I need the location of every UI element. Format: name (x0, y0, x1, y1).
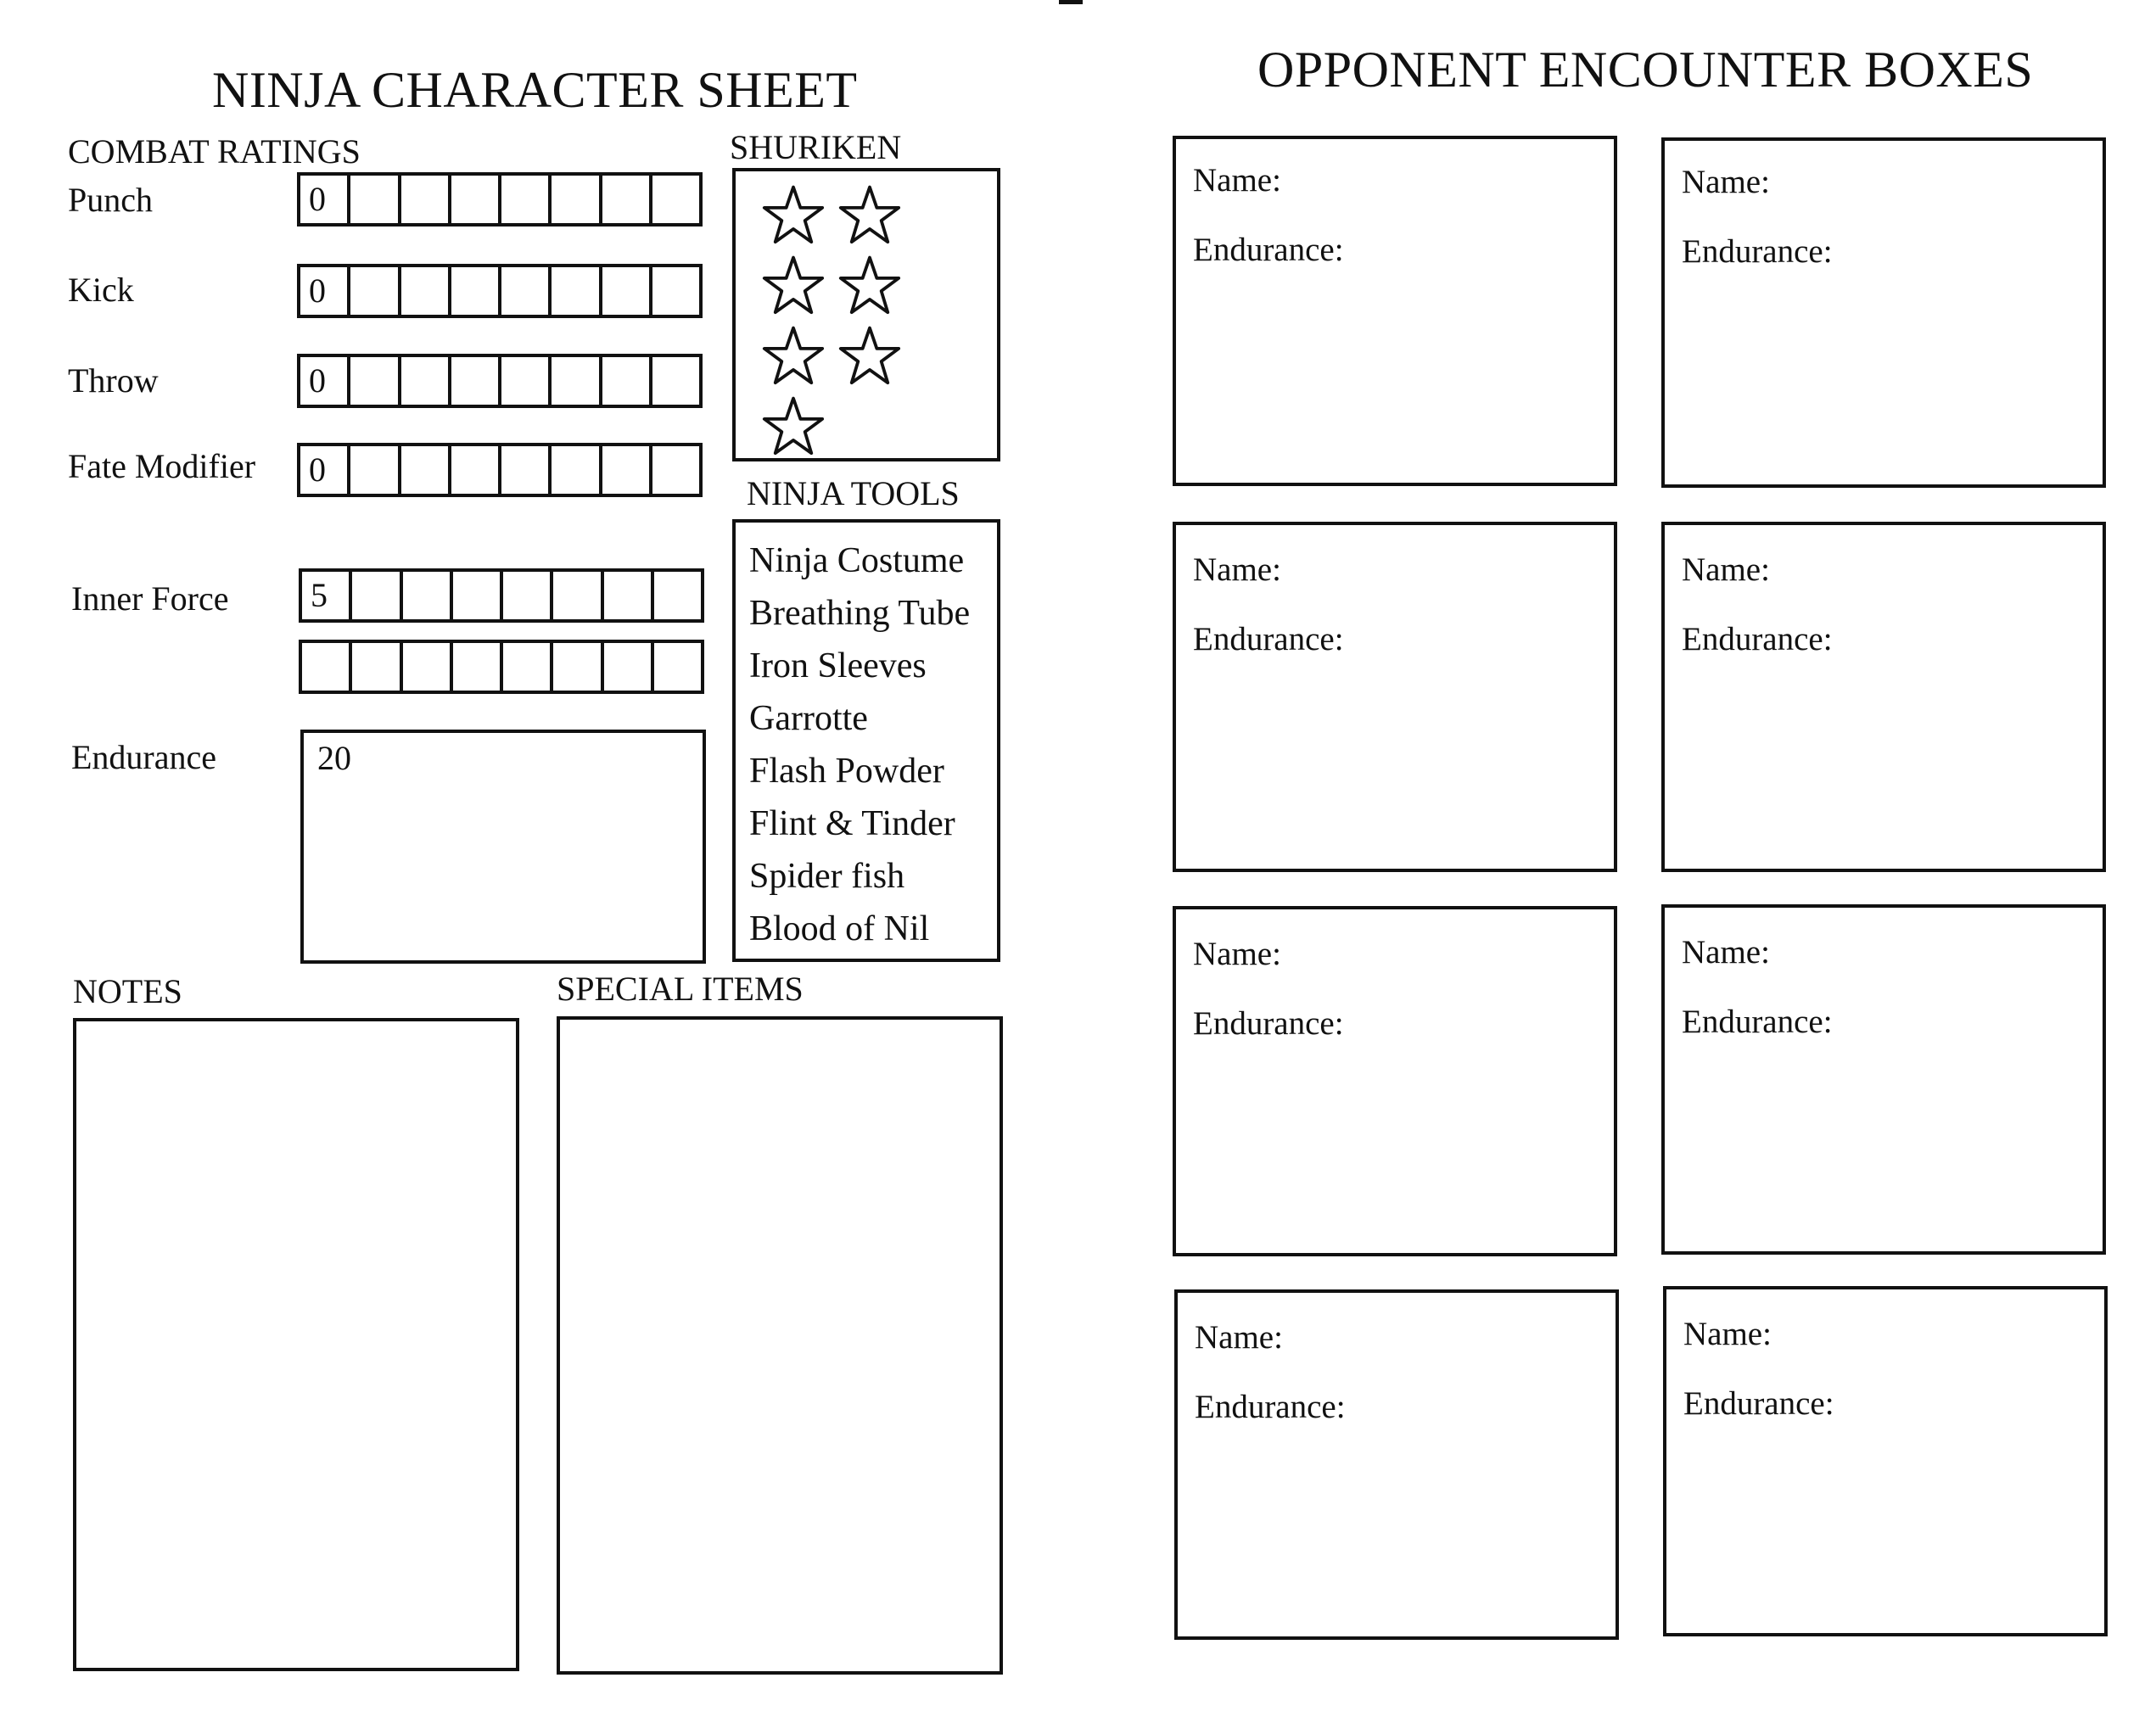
opponent-name-label: Name: (1682, 551, 1770, 588)
tool-item[interactable]: Spider fish (749, 857, 905, 896)
star-icon[interactable] (837, 183, 902, 248)
opponent-endurance-label: Endurance: (1683, 1385, 1834, 1422)
fate-modifier-track[interactable] (297, 443, 703, 497)
fate-cell[interactable] (401, 446, 451, 494)
inner-force-label: Inner Force (71, 579, 229, 618)
shuriken-box (732, 168, 1000, 461)
ninja-tools-box (732, 519, 1000, 962)
punch-cell[interactable] (401, 176, 451, 223)
inner-force-cell[interactable] (352, 572, 402, 619)
punch-value[interactable]: 0 (300, 176, 350, 223)
kick-rating-track[interactable] (297, 264, 703, 318)
fate-cell[interactable] (652, 446, 699, 494)
kick-label: Kick (68, 271, 134, 309)
opponent-name-label: Name: (1193, 936, 1281, 972)
throw-cell[interactable] (401, 357, 451, 405)
inner-force-cell[interactable] (654, 643, 701, 691)
inner-force-cell[interactable] (654, 572, 701, 619)
punch-cell[interactable] (350, 176, 400, 223)
opponent-name-label: Name: (1682, 934, 1770, 970)
opponent-name-label: Name: (1193, 551, 1281, 588)
inner-force-cell[interactable] (553, 643, 603, 691)
opponent-box-3[interactable] (1173, 522, 1617, 872)
opponent-endurance-label: Endurance: (1682, 233, 1833, 270)
inner-force-cell[interactable] (352, 643, 402, 691)
special-items-heading: SPECIAL ITEMS (557, 970, 804, 1008)
tool-item[interactable]: Flash Powder (749, 752, 944, 791)
opponent-box-8[interactable] (1663, 1286, 2108, 1636)
fate-modifier-value[interactable]: 0 (300, 446, 350, 494)
throw-cell[interactable] (501, 357, 552, 405)
inner-force-cell[interactable] (553, 572, 603, 619)
opponent-endurance-label: Endurance: (1193, 1005, 1344, 1042)
punch-cell[interactable] (501, 176, 552, 223)
fate-cell[interactable] (451, 446, 501, 494)
throw-cell[interactable] (552, 357, 602, 405)
fate-cell[interactable] (350, 446, 400, 494)
tool-item[interactable]: Ninja Costume (749, 541, 965, 580)
opponent-endurance-label: Endurance: (1195, 1389, 1346, 1425)
kick-value[interactable]: 0 (300, 267, 350, 315)
opponent-box-1[interactable] (1173, 136, 1617, 486)
inner-force-cell[interactable] (403, 572, 453, 619)
opponent-box-7[interactable] (1174, 1289, 1619, 1640)
opponent-name-label: Name: (1683, 1316, 1772, 1352)
kick-cell[interactable] (501, 267, 552, 315)
star-icon[interactable] (761, 254, 826, 318)
endurance-box[interactable] (300, 730, 706, 964)
tool-item[interactable]: Garrotte (749, 699, 868, 738)
star-icon[interactable] (837, 324, 902, 389)
throw-label: Throw (68, 361, 159, 400)
character-sheet-title: NINJA CHARACTER SHEET (212, 62, 858, 118)
kick-cell[interactable] (350, 267, 400, 315)
inner-force-cell[interactable] (453, 572, 503, 619)
throw-value[interactable]: 0 (300, 357, 350, 405)
tool-item[interactable]: Blood of Nil (749, 909, 930, 948)
tool-item[interactable]: Iron Sleeves (749, 646, 927, 685)
notes-box[interactable] (73, 1018, 519, 1671)
inner-force-value[interactable]: 5 (302, 572, 352, 619)
inner-force-cell[interactable] (503, 572, 553, 619)
punch-label: Punch (68, 181, 153, 219)
kick-cell[interactable] (552, 267, 602, 315)
inner-force-cell[interactable] (302, 643, 352, 691)
opponent-box-2[interactable] (1661, 137, 2106, 488)
fate-cell[interactable] (552, 446, 602, 494)
star-icon[interactable] (761, 394, 826, 459)
fate-modifier-label: Fate Modifier (68, 447, 256, 485)
inner-force-cell[interactable] (604, 643, 654, 691)
combat-ratings-heading: COMBAT RATINGS (68, 132, 361, 171)
opponent-boxes-title: OPPONENT ENCOUNTER BOXES (1257, 42, 2034, 98)
opponent-box-6[interactable] (1661, 904, 2106, 1255)
opponent-endurance-label: Endurance: (1193, 621, 1344, 657)
kick-cell[interactable] (602, 267, 652, 315)
inner-force-cell[interactable] (453, 643, 503, 691)
tool-item[interactable]: Breathing Tube (749, 594, 971, 633)
star-icon[interactable] (761, 324, 826, 389)
special-items-box[interactable] (557, 1016, 1003, 1675)
opponent-endurance-label: Endurance: (1682, 1004, 1833, 1040)
opponent-box-5[interactable] (1173, 906, 1617, 1256)
star-icon[interactable] (837, 254, 902, 318)
tool-item[interactable]: Flint & Tinder (749, 804, 955, 843)
endurance-value: 20 (317, 739, 351, 777)
throw-cell[interactable] (451, 357, 501, 405)
opponent-endurance-label: Endurance: (1193, 232, 1344, 268)
kick-cell[interactable] (451, 267, 501, 315)
punch-cell[interactable] (451, 176, 501, 223)
endurance-label: Endurance (71, 738, 217, 776)
page-top-mark (1059, 0, 1083, 4)
opponent-name-label: Name: (1682, 164, 1770, 200)
fate-cell[interactable] (602, 446, 652, 494)
inner-force-cell[interactable] (604, 572, 654, 619)
inner-force-cell[interactable] (403, 643, 453, 691)
throw-cell[interactable] (652, 357, 699, 405)
inner-force-cell[interactable] (503, 643, 553, 691)
opponent-name-label: Name: (1195, 1319, 1283, 1356)
inner-force-track[interactable] (299, 568, 704, 623)
punch-cell[interactable] (652, 176, 699, 223)
opponent-name-label: Name: (1193, 162, 1281, 199)
punch-cell[interactable] (602, 176, 652, 223)
shuriken-heading: SHURIKEN (730, 128, 902, 166)
throw-cell[interactable] (602, 357, 652, 405)
punch-cell[interactable] (552, 176, 602, 223)
opponent-endurance-label: Endurance: (1682, 621, 1833, 657)
kick-cell[interactable] (652, 267, 699, 315)
throw-cell[interactable] (350, 357, 400, 405)
kick-cell[interactable] (401, 267, 451, 315)
punch-rating-track[interactable] (297, 172, 703, 227)
fate-cell[interactable] (501, 446, 552, 494)
opponent-box-4[interactable] (1661, 522, 2106, 872)
star-icon[interactable] (761, 183, 826, 248)
notes-heading: NOTES (73, 972, 182, 1010)
inner-force-track-extra[interactable] (299, 640, 704, 694)
ninja-tools-heading: NINJA TOOLS (747, 474, 960, 512)
throw-rating-track[interactable] (297, 354, 703, 408)
